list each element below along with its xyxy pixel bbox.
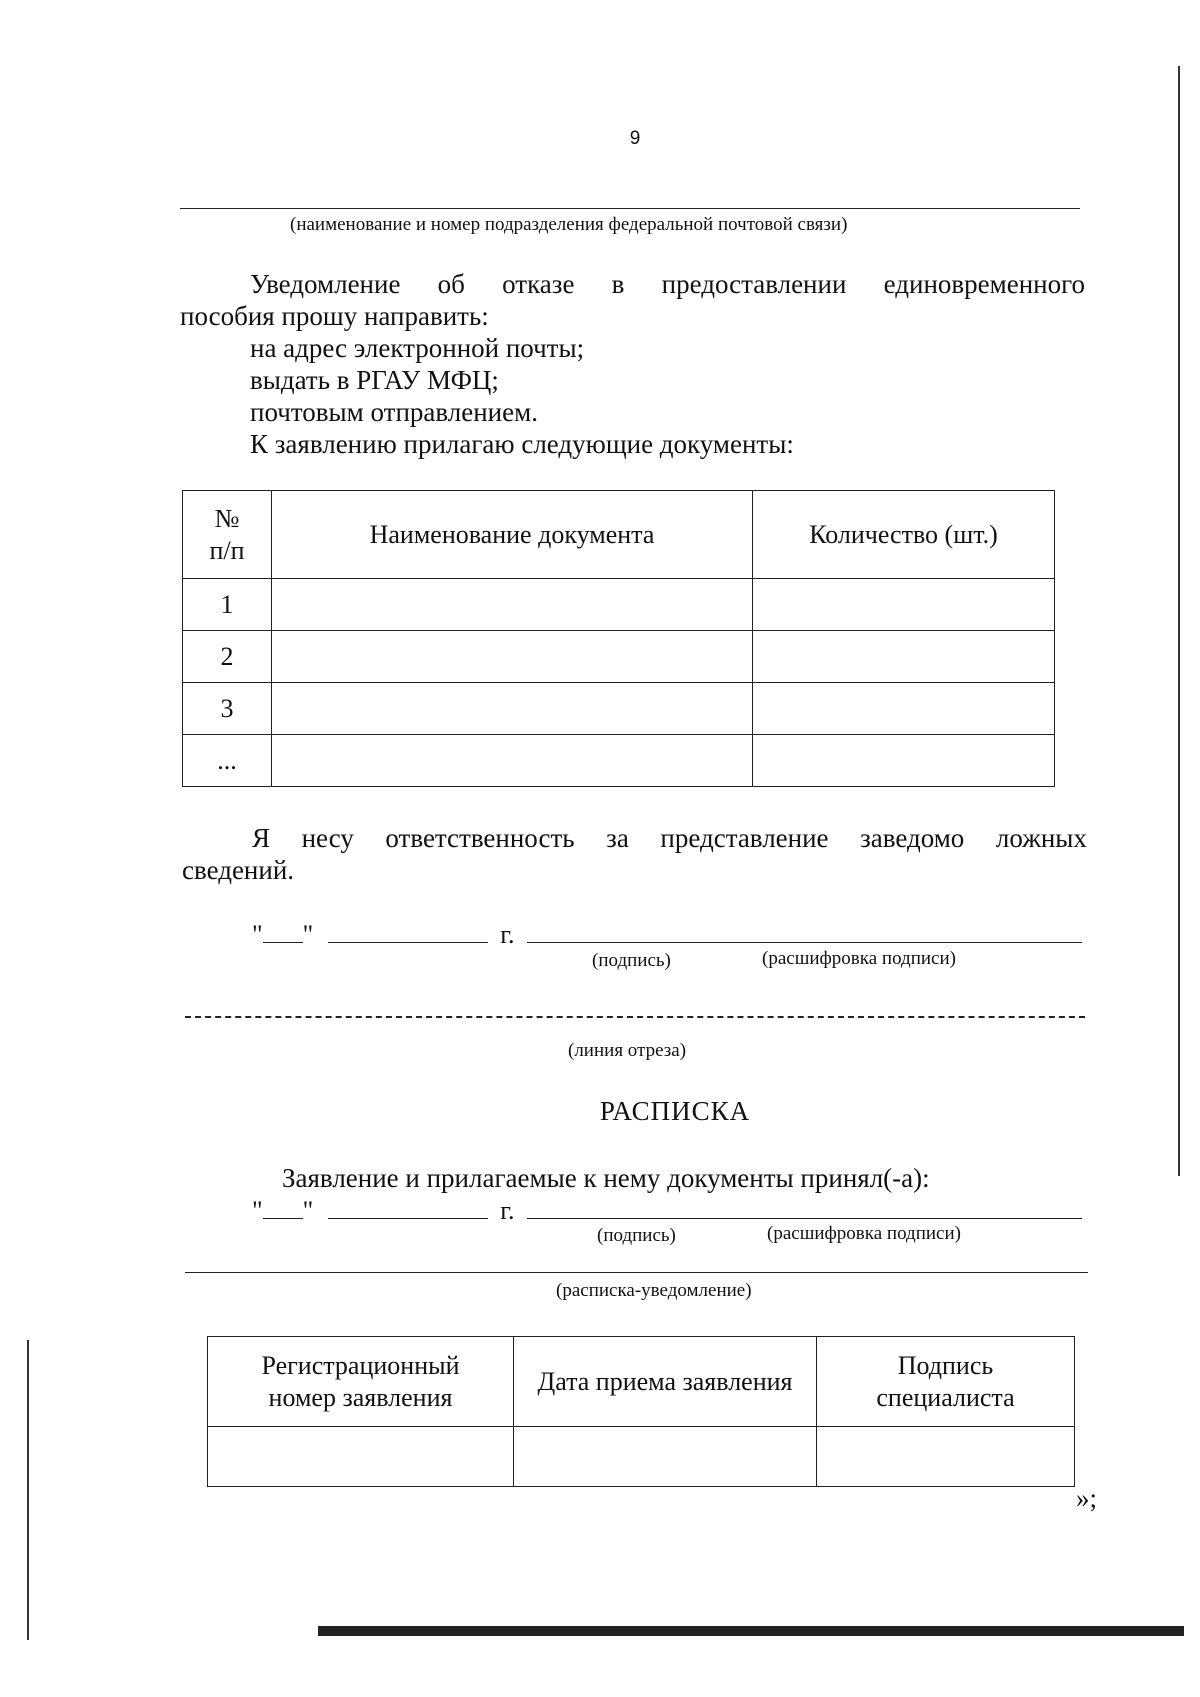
quote-open: ": [252, 1196, 263, 1225]
option-post: почтовым отправлением.: [250, 397, 538, 427]
resp-word: представление: [660, 823, 829, 853]
resp-word: несу: [301, 823, 354, 853]
notice-word: предоставлении: [661, 269, 847, 299]
resp-word: заведомо: [860, 823, 965, 853]
month-blank: [328, 1196, 488, 1219]
signature-blank: [527, 920, 1082, 943]
row-document-name: [272, 579, 753, 631]
header-document-name: Наименование документа: [272, 491, 753, 579]
cell-specialist-signature: [817, 1427, 1075, 1487]
table-row: [183, 631, 1055, 683]
notice-word: единовременного: [883, 269, 1085, 299]
row-number: ...: [183, 735, 272, 787]
row-quantity: [753, 631, 1055, 683]
quote-open: ": [252, 920, 263, 949]
notice-word: в: [611, 269, 625, 299]
table-row: [183, 735, 1055, 787]
receipt-signature-caption: (подпись): [597, 1225, 676, 1246]
row-number: 3: [183, 683, 272, 735]
postal-division-line: [180, 208, 1080, 209]
year-suffix: г.: [500, 920, 515, 949]
attachments-intro: К заявлению прилагаю следующие документы:: [250, 429, 794, 459]
quote-close: ": [302, 920, 314, 949]
resp-word: за: [606, 823, 629, 853]
day-blank: [263, 920, 303, 943]
row-number: 1: [183, 579, 272, 631]
notice-paragraph: [180, 268, 1085, 460]
header-quantity: Количество (шт.): [753, 491, 1055, 579]
receipt-text: Заявление и прилагаемые к нему документы принял(-а):: [282, 1163, 930, 1193]
notification-line: [185, 1272, 1088, 1273]
date-signature-line: [252, 920, 1082, 950]
postal-division-caption: (наименование и номер подразделения федеральной почтовой связи): [290, 214, 848, 235]
row-quantity: [753, 683, 1055, 735]
notice-line-2: пособия прошу направить:: [180, 301, 489, 331]
resp-word: Я: [252, 823, 271, 853]
row-number: 2: [183, 631, 272, 683]
cut-line: [185, 1016, 1085, 1018]
page-number: 9: [629, 128, 641, 149]
row-quantity: [753, 735, 1055, 787]
registration-table: [207, 1336, 1075, 1487]
option-mfc: выдать в РГАУ МФЦ;: [250, 365, 499, 395]
scan-edge-left: [27, 1340, 29, 1640]
signature-caption: (подпись): [592, 950, 671, 971]
header-number: № п/п: [183, 491, 272, 579]
year-suffix: г.: [500, 1196, 515, 1225]
header-specialist-signature: Подпись специалиста: [817, 1337, 1075, 1427]
resp-word: ответственность: [385, 823, 575, 853]
row-document-name: [272, 631, 753, 683]
notification-caption: (расписка-уведомление): [556, 1280, 752, 1301]
header-application-date: Дата приема заявления: [514, 1337, 817, 1427]
table-row: [208, 1427, 1075, 1487]
table-row: [183, 579, 1055, 631]
resp-word: ложных: [995, 823, 1087, 853]
scan-bottom-bar: [318, 1626, 1184, 1636]
row-document-name: [272, 683, 753, 735]
notice-word: об: [437, 269, 465, 299]
signature-decode-caption: (расшифровка подписи): [762, 948, 956, 969]
table-row: [183, 683, 1055, 735]
row-quantity: [753, 579, 1055, 631]
notice-word: Уведомление: [250, 269, 401, 299]
receipt-date-signature-line: [252, 1196, 1082, 1226]
month-blank: [328, 920, 488, 943]
responsibility-paragraph: [182, 822, 1087, 886]
scan-edge-right: [1178, 66, 1180, 1176]
receipt-title: РАСПИСКА: [599, 1096, 751, 1126]
signature-blank: [527, 1196, 1082, 1219]
documents-table: [182, 490, 1055, 787]
cut-line-caption: (линия отреза): [568, 1040, 687, 1061]
closing-mark: »;: [1076, 1483, 1098, 1513]
quote-close: ": [302, 1196, 314, 1225]
row-document-name: [272, 735, 753, 787]
resp-line-2: сведений.: [182, 855, 295, 885]
header-registration-number: Регистрационный номер заявления: [208, 1337, 514, 1427]
option-email: на адрес электронной почты;: [250, 333, 585, 363]
day-blank: [263, 1196, 303, 1219]
receipt-signature-decode-caption: (расшифровка подписи): [767, 1223, 961, 1244]
cell-registration-number: [208, 1427, 514, 1487]
cell-application-date: [514, 1427, 817, 1487]
notice-word: отказе: [502, 269, 575, 299]
